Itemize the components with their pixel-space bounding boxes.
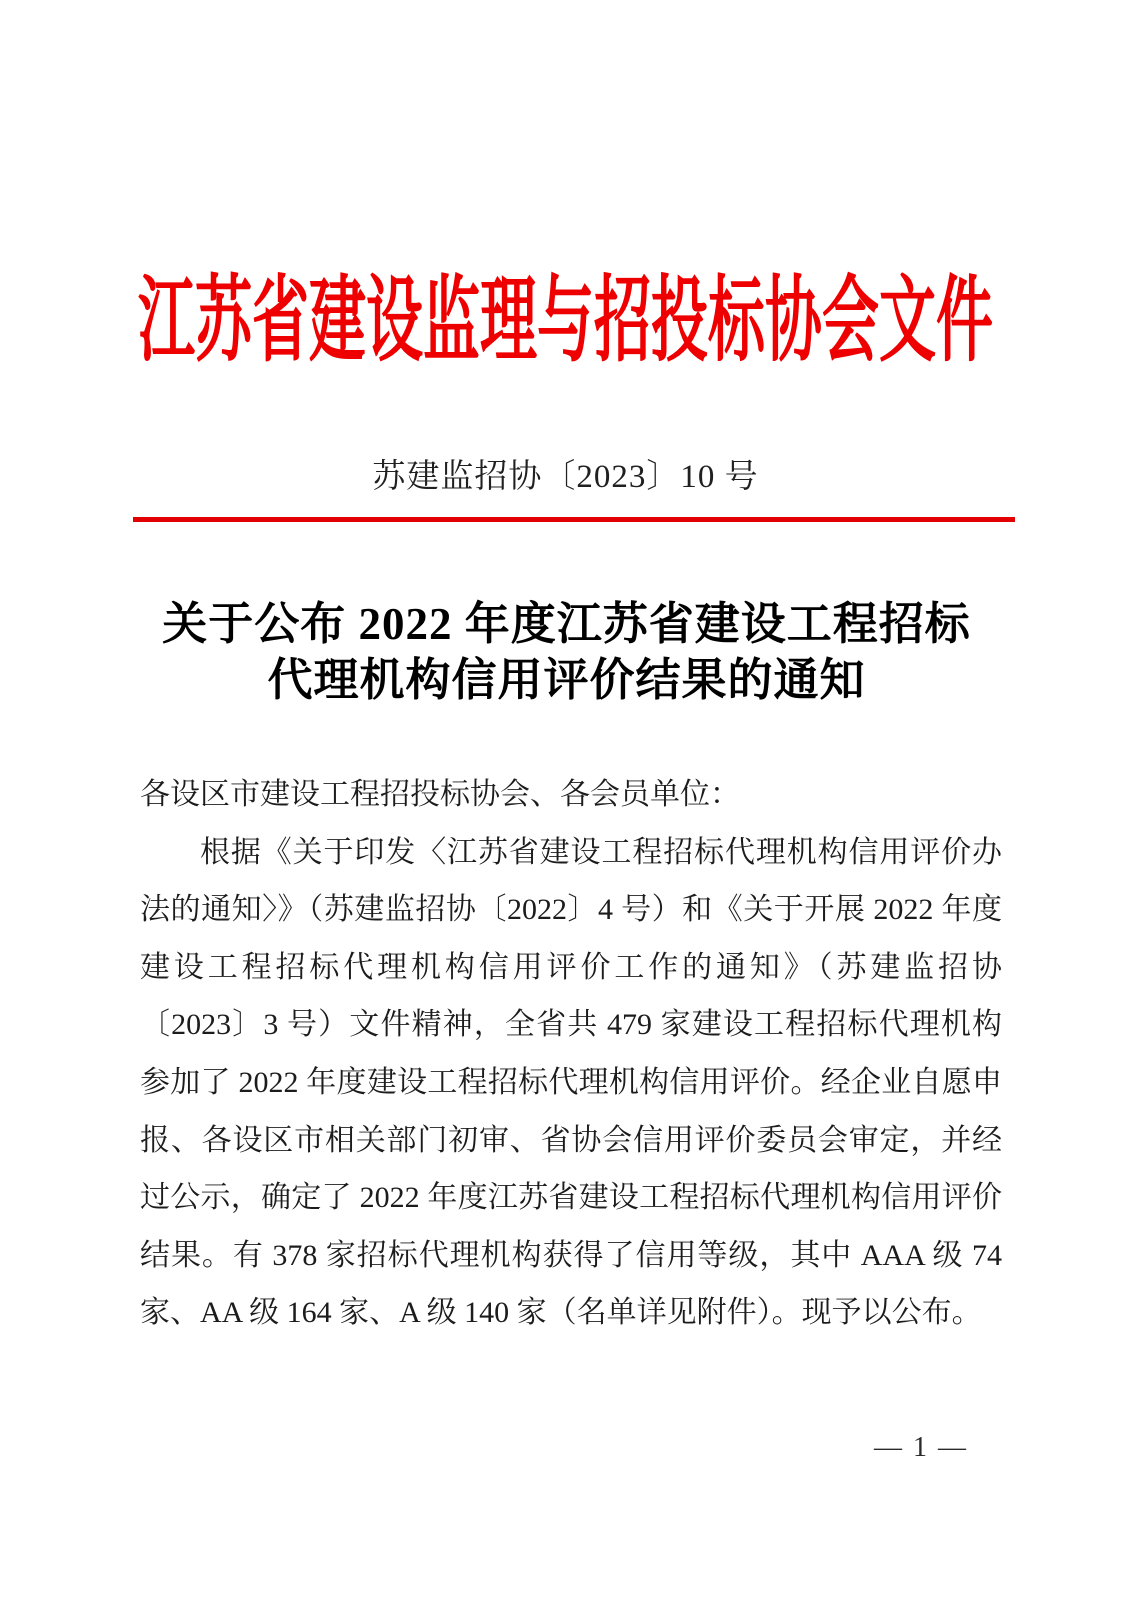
notice-body <box>140 766 1002 1342</box>
notice-title-line1: 关于公布 2022 年度江苏省建设工程招标 <box>162 599 971 649</box>
notice-title-line2: 代理机构信用评价结果的通知 <box>267 655 866 705</box>
page-number: — 1 — <box>874 1432 968 1463</box>
document-number: 苏建监招协〔2023〕10 号 <box>372 459 759 495</box>
notice-title <box>133 596 1000 708</box>
body-paragraph: 根据《关于印发〈江苏省建设工程招标代理机构信用评价办法的通知〉》（苏建监招协〔2022〕4 号）和《关于开展 2022 年度建设工程招标代理机构信用评价工作的通知》（苏建监招协〔2023〕3 号）文件精神，全省共 479 家建设工程招标代理机构参加了 2022 年度建设工程招标代理机构信用评价。经企业自愿申报、各设区市相关部门初审、省协会信用评价委员会审定，并经过公示，确定了 2022 年度江苏省建设工程招标代理机构信用评价结果。有 378 家招标代理机构获得了信用等级，其中 AAA 级 74 家、AA 级 164 家、A 级 140 家（名单详见附件）。现予以公布。 <box>140 835 1002 1330</box>
salutation: 各设区市建设工程招投标协会、各会员单位： <box>140 778 740 811</box>
red-divider-line <box>133 517 1015 522</box>
letterhead-title: 江苏省建设监理与招投标协会文件 <box>138 270 993 374</box>
